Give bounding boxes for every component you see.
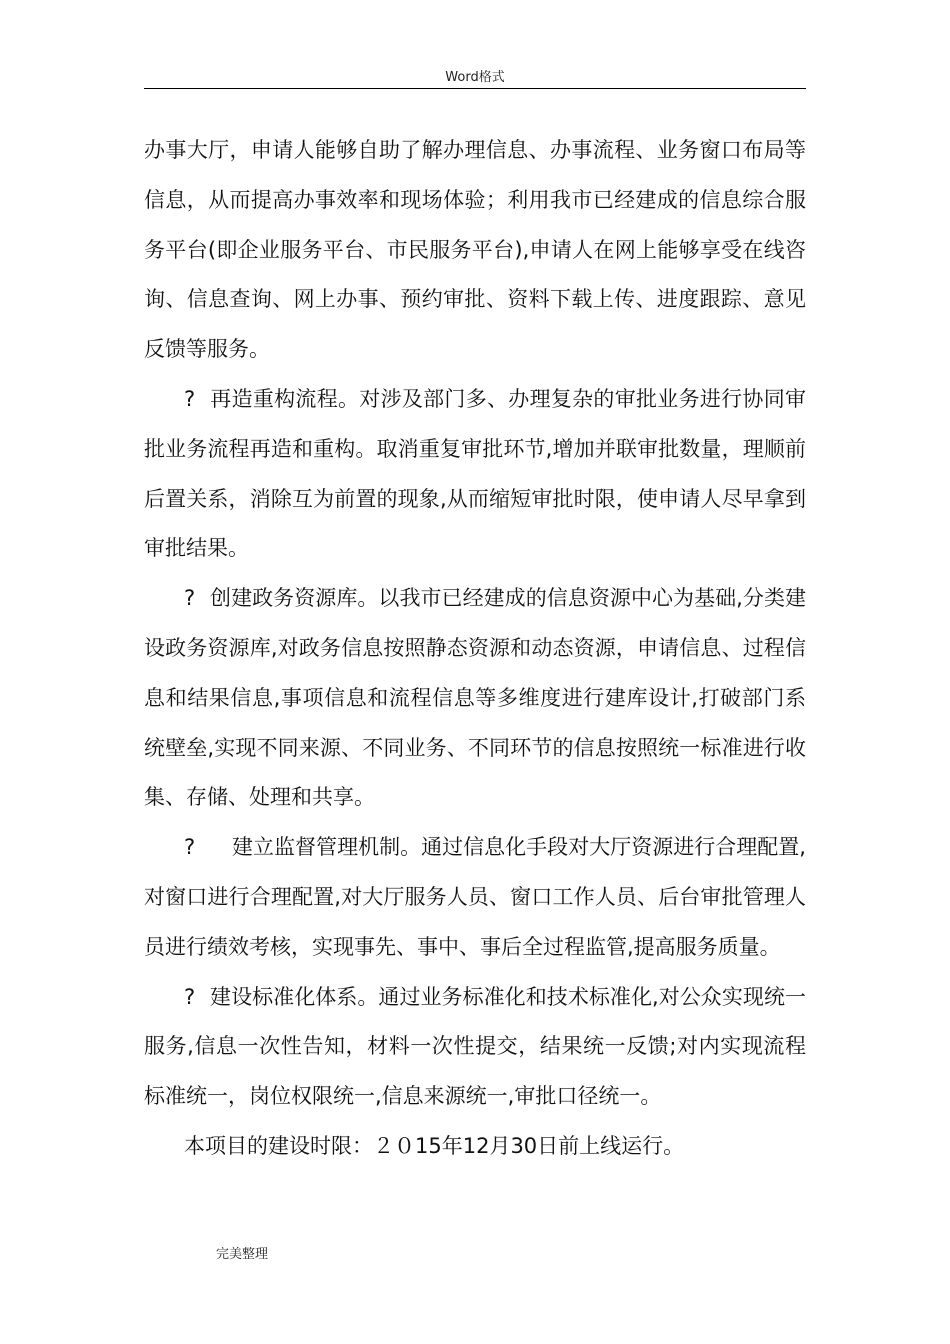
paragraph-text: 本项目的建设时限：２０15年12月30日前上线运行。: [184, 1133, 685, 1158]
paragraph-text: 办事大厅，申请人能够自助了解办理信息、办事流程、业务窗口布局等信息，从而提高办事效率和现场体验；利用我市已经建成的信息综合服务平台(即企业服务平台、市民服务平台),申请人在网上能够享受在线咨询、信息查询、网上办事、预约审批、资料下载上传、进度跟踪、意见反馈等服务。: [144, 138, 806, 362]
header-rule: [144, 88, 806, 89]
bullet-glyph: ?: [184, 386, 196, 411]
paragraph-standardization: [144, 973, 806, 1122]
paragraph-text: 再造重构流程。对涉及部门多、办理复杂的审批业务进行协同审批业务流程再造和重构。取消重复审批环节,增加并联审批数量，理顺前后置关系，消除互为前置的现象,从而缩短审批时限，使申请人尽早拿到审批结果。: [144, 386, 806, 561]
paragraph-text: 建设标准化体系。通过业务标准化和技术标准化,对公众实现统一服务,信息一次性告知，材料一次性提交，结果统一反馈;对内实现流程标准统一，岗位权限统一,信息来源统一,审批口径统一。: [144, 984, 806, 1109]
paragraph-process-reengineering: [144, 375, 806, 574]
document-body: [144, 126, 806, 1172]
bullet-glyph: ?: [184, 984, 196, 1009]
bullet-glyph: ?: [184, 586, 196, 611]
paragraph-intro: [144, 126, 806, 375]
paragraph-text: 创建政务资源库。以我市已经建成的信息资源中心为基础,分类建设政务资源库,对政务信息按照静态资源和动态资源，申请信息、过程信息和结果信息,事项信息和流程信息等多维度进行建库设计,打破部门系统壁垒,实现不同来源、不同业务、不同环节的信息按照统一标准进行收集、存储、处理和共享。: [144, 586, 806, 810]
paragraph-deadline: [144, 1122, 806, 1172]
page-footer: 完美整理: [216, 1247, 269, 1262]
page-header: Word格式: [445, 70, 505, 85]
bullet-glyph: ?: [184, 835, 196, 860]
paragraph-resource-library: [144, 574, 806, 823]
paragraph-supervision: [144, 823, 806, 972]
paragraph-text: 建立监督管理机制。通过信息化手段对大厅资源进行合理配置,对窗口进行合理配置,对大厅服务人员、窗口工作人员、后台审批管理人员进行绩效考核，实现事先、事中、事后全过程监管,提高服务质量。: [144, 835, 806, 959]
